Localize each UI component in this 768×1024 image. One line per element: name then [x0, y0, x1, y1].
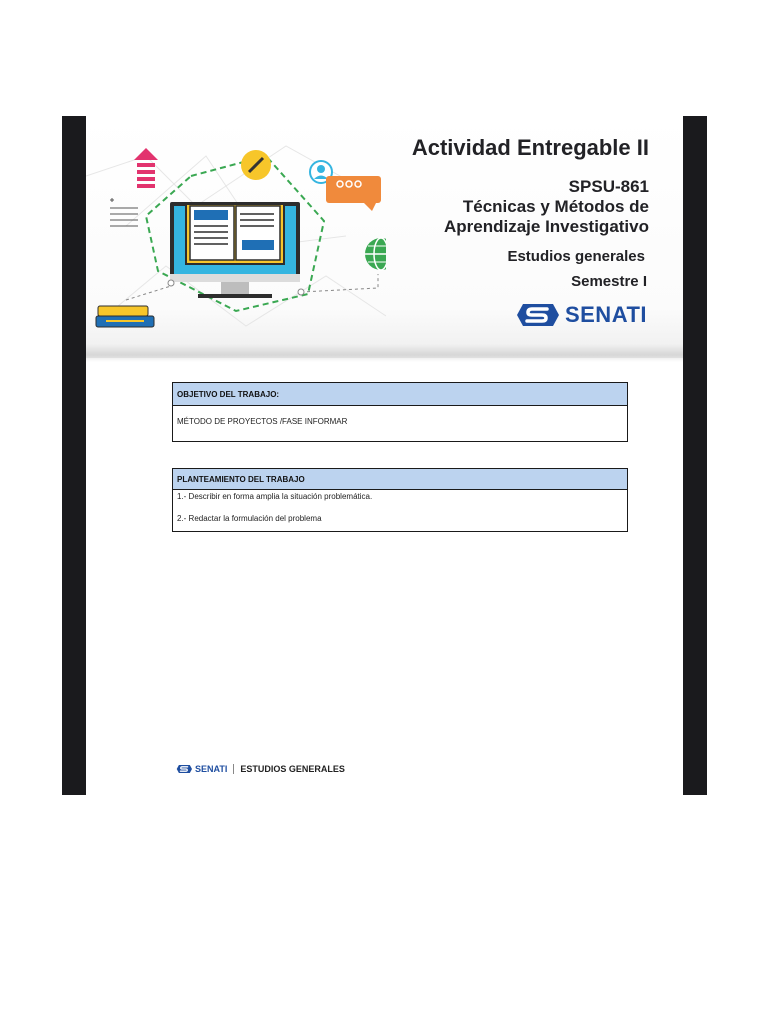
cover-banner — [86, 116, 683, 358]
semester-label: Semestre I — [571, 273, 647, 290]
chat-bubble-icon — [326, 176, 381, 211]
objetivo-header: OBJETIVO DEL TRABAJO: — [173, 383, 627, 406]
planteamiento-body — [173, 492, 627, 523]
right-dark-bar — [683, 116, 707, 795]
books-icon — [96, 306, 154, 327]
planteamiento-box — [172, 468, 628, 532]
document-page — [86, 116, 683, 795]
footer-text: ESTUDIOS GENERALES — [240, 764, 345, 774]
footer-brand: SENATI — [195, 764, 228, 774]
program-name: Estudios generales — [507, 248, 645, 265]
objetivo-box — [172, 382, 628, 442]
course-name-line2: Aprendizaje Investigativo — [444, 217, 649, 236]
open-book-icon — [186, 204, 284, 264]
planteamiento-item: 1.- Describir en forma amplia la situación problemática. — [177, 492, 373, 501]
course-code: SPSU-861 — [568, 177, 649, 196]
senati-footer-icon — [176, 763, 192, 775]
activity-title: Actividad Entregable II — [411, 135, 649, 160]
planteamiento-item: 2.- Redactar la formulación del problema — [177, 514, 322, 523]
banner-illustration — [86, 116, 386, 358]
senati-logo-icon — [515, 300, 559, 330]
senati-logo — [515, 300, 647, 330]
left-dark-bar — [62, 116, 86, 795]
course-name-line1: Técnicas y Métodos de — [462, 197, 649, 216]
document-icon — [110, 198, 138, 226]
arrow-up-icon — [134, 148, 158, 188]
pencil-icon — [241, 150, 271, 180]
globe-icon — [365, 238, 386, 270]
banner-shadow — [86, 344, 683, 362]
page-footer — [176, 763, 345, 775]
senati-logo-text: SENATI — [564, 302, 647, 327]
planteamiento-header: PLANTEAMIENTO DEL TRABAJO — [173, 469, 627, 490]
objetivo-body: MÉTODO DE PROYECTOS /FASE INFORMAR — [177, 417, 348, 426]
footer-divider — [233, 764, 234, 774]
